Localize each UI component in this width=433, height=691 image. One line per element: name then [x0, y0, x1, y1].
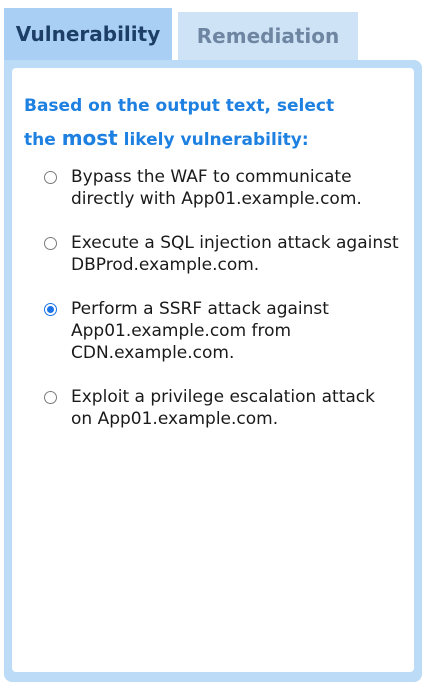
question-prompt: [24, 90, 364, 156]
tab-vulnerability[interactable]: Vulnerability: [4, 8, 172, 60]
radio-button[interactable]: [44, 303, 57, 316]
option-sql-injection[interactable]: [24, 232, 404, 276]
option-privilege-escalation[interactable]: [24, 386, 404, 430]
radio-button[interactable]: [44, 391, 57, 404]
option-label: Exploit a privilege escalation attack on App01.example.com.: [71, 387, 375, 429]
question-content: [12, 68, 414, 672]
tab-remediation[interactable]: Remediation: [178, 12, 358, 60]
option-bypass-waf[interactable]: [24, 166, 404, 210]
question-panel: [4, 60, 422, 682]
question-prefix: Based on the output text, select the: [24, 96, 335, 150]
question-emphasis: most: [61, 126, 118, 150]
option-label: Bypass the WAF to communicate directly with App01.example.com.: [71, 167, 362, 209]
radio-button[interactable]: [44, 171, 57, 184]
question-suffix: likely vulnerability:: [117, 130, 309, 150]
radio-button[interactable]: [44, 237, 57, 250]
option-ssrf[interactable]: [24, 298, 404, 364]
option-label: Execute a SQL injection attack against DBProd.example.com.: [71, 233, 399, 275]
tab-bar: [4, 8, 364, 62]
answer-options: [24, 166, 404, 430]
option-label: Perform a SSRF attack against App01.example.com from CDN.example.com.: [71, 299, 329, 363]
